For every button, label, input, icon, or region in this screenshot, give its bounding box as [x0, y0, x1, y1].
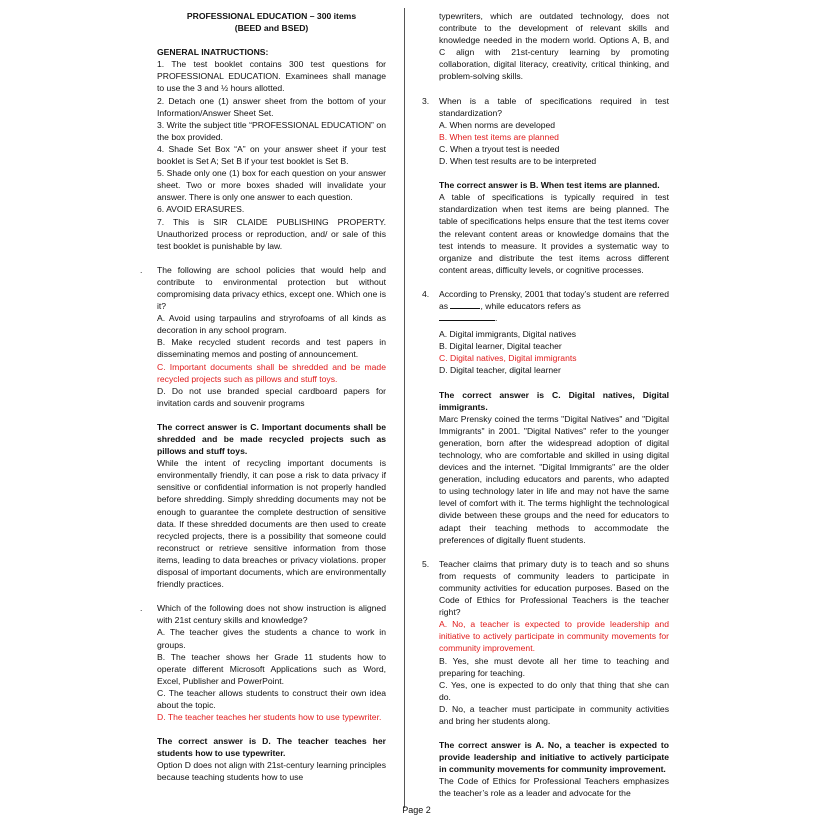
answer-heading: The correct answer is C. Important documents shall be shredded and be made recycled projects such as pillows and stuff toys.	[157, 421, 386, 457]
left-column	[140, 10, 386, 784]
question-block	[140, 602, 386, 783]
document-title: PROFESSIONAL EDUCATION – 300 items	[186, 11, 357, 21]
answer-blank	[439, 312, 495, 321]
question-block	[422, 95, 669, 276]
question-stem: Which of the following does not show instruction is aligned with 21st century skills and knowledge?	[157, 603, 386, 626]
instruction-item: 7. This is SIR CLAIDE PUBLISHING PROPERTY. Unauthorized process or reproduction, and/ or sale of this test booklet is punishable by law.	[157, 216, 386, 251]
instructions-heading: GENERAL INATRUCTIONS:	[157, 47, 269, 58]
option-c: C. Yes, one is expected to do only that thing that she can do.	[439, 679, 669, 702]
option-a: A. Avoid using tarpaulins and stryrofoams of all kinds as decoration in any school program.	[157, 313, 386, 336]
answer-heading: The correct answer is B. When test items are planned.	[439, 180, 660, 191]
answer-explanation: Marc Prensky coined the terms "Digital Natives" and "Digital Immigrants" in 2001. "Digital Natives" refer to the younger generation, born after the widespread adoption of digital technology, who are comfortable and skilled in using digital devices and the internet. "Digital Immigrants" are the older generation, including educators and parents, who adapted to using technology later in life and may not have the same level of comfort with it. The terms highlight the technological divide between these groups and the need for educators to adapt their teaching methods to accommodate the preferences of digitally fluent students.	[439, 413, 669, 545]
instruction-item: 5. Shade only one (1) box for each question on your answer sheet. Two or more boxes shaded will invalidate your answer. There is only one answer to each question.	[157, 168, 386, 203]
question-block	[140, 264, 386, 590]
answer-heading: The correct answer is A. No, a teacher is expected to provide leadership and initiative to actively participate in community movements for community improvement.	[439, 740, 669, 775]
instruction-item: 1. The test booklet contains 300 test questions for PROFESSIONAL EDUCATION. Examinees shall manage to use the 3 and ½ hours allotted.	[157, 59, 386, 94]
question-number: .	[140, 603, 143, 614]
option-d: D. No, a teacher must participate in community activities and bring her students along.	[439, 703, 669, 726]
answer-explanation-continued: typewriters, which are outdated technology, does not contribute to the development of relevant skills and knowledge needed in the modern world. Options A, B, and C align with 21st-century learning by promoting collaboration, digital literacy, creativity, critical thinking, and problem-solving skills.	[439, 11, 669, 82]
option-d-correct: D. The teacher teaches her students how to use typewriter.	[157, 712, 382, 723]
answer-heading: The correct answer is C. Digital natives, Digital immigrants.	[439, 389, 669, 412]
question-stem: According to Prensky, 2001 that today’s student are referred as , while educators refers as .	[439, 288, 669, 324]
answer-explanation: A table of specifications is typically required in test standardization when test items are being planned. The table of specifications helps ensure that the test items cover the relevant content areas or knowledge domains that the test intends to measure. It provides a systematic way to organize and distribute the test items across different content areas, difficulty levels, or cognitive processes.	[439, 192, 669, 275]
question-stem: The following are school policies that would help and contribute to environmental protection but without compromising data privacy ethics, except one. Which one is it?	[157, 264, 386, 312]
option-d: D. Digital teacher, digital learner	[439, 365, 561, 376]
question-block	[422, 558, 669, 800]
question-number: 5.	[422, 558, 430, 569]
option-c-correct: C. Digital natives, Digital immigrants	[439, 353, 577, 364]
answer-heading: The correct answer is D. The teacher teaches her students how to use typewriter.	[157, 736, 386, 759]
option-c: C. The teacher allows students to construct their own idea about the topic.	[157, 687, 386, 710]
page-number: Page 2	[402, 805, 431, 815]
option-b-correct: B. When test items are planned	[439, 131, 559, 142]
question-number: 4.	[422, 288, 430, 299]
question-stem-part-b: , while educators refers as	[480, 300, 581, 311]
option-b: B. The teacher shows her Grade 11 students how to operate different Microsoft Applications such as Word, Excel, Publisher and PowerPoint.	[157, 651, 386, 686]
right-column	[422, 10, 669, 800]
option-d: D. Do not use branded special cardboard papers for invitation cards and souvenir programs	[157, 385, 386, 408]
instruction-item: 3. Write the subject title “PROFESSIONAL EDUCATION” on the box provided.	[157, 119, 386, 142]
instruction-item: 6. AVOID ERASURES.	[157, 204, 245, 215]
document-subtitle: (BEED and BSED)	[234, 23, 309, 34]
answer-blank	[450, 300, 480, 309]
question-stem: When is a table of specifications required in test standardization?	[439, 95, 669, 118]
question-stem: Teacher claims that primary duty is to teach and so shuns from requests of community leaders to participate in community activities for education purposes. Based on the Code of Ethics for Professional Teachers is the teacher right?	[439, 558, 669, 618]
option-b: B. Make recycled student records and test papers in disseminating memos and posting of announcement.	[157, 337, 386, 360]
question-stem-part-a: According to Prensky, 2001 that today’s student are referred as	[439, 288, 669, 311]
answer-explanation: While the intent of recycling important documents is environmentally friendly, it can pose a risk to data privacy if sensitive or confidential information is not properly handled before shredding. Simply shredding documents may not be enough to guarantee the complete destruction of sensitive data. If these shredded documents are then used to create recycled projects, there is a possibility that someone could reconstruct or retrieve sensitive information from those items, leading to data breaches or privacy violations. proper disposal of important documents, which are environmentally friendly practices.	[157, 458, 386, 590]
question-block	[422, 288, 669, 546]
option-a-correct: A. No, a teacher is expected to provide leadership and initiative to actively participate in community movements for community improvement.	[439, 619, 669, 654]
instruction-item: 4. Shade Set Box “A” on your answer sheet if your test booklet is Set A; Set B if your test booklet is Set B.	[157, 143, 386, 167]
option-b: B. Yes, she must devote all her time to teaching and preparing for teaching.	[439, 655, 669, 678]
option-a: A. The teacher gives the students a chance to work in groups.	[157, 627, 386, 650]
option-d: D. When test results are to be interpreted	[439, 156, 597, 167]
option-c-correct: C. Important documents shall be shredded and be made recycled projects such as pillows and stuff toys.	[157, 361, 386, 384]
option-c: C. When a tryout test is needed	[439, 143, 560, 154]
answer-explanation: The Code of Ethics for Professional Teachers emphasizes the teacher’s role as a leader and advocate for the	[439, 776, 669, 799]
answer-explanation: Option D does not align with 21st-century learning principles because teaching students how to use	[157, 760, 386, 783]
column-divider	[404, 8, 405, 808]
question-number: 3.	[422, 95, 430, 106]
option-a: A. When norms are developed	[439, 119, 556, 130]
instruction-item: 2. Detach one (1) answer sheet from the bottom of your Information/Answer Sheet Set.	[157, 95, 386, 118]
option-b: B. Digital learner, Digital teacher	[439, 341, 562, 352]
question-number: .	[140, 264, 143, 275]
option-a: A. Digital immigrants, Digital natives	[439, 329, 577, 340]
